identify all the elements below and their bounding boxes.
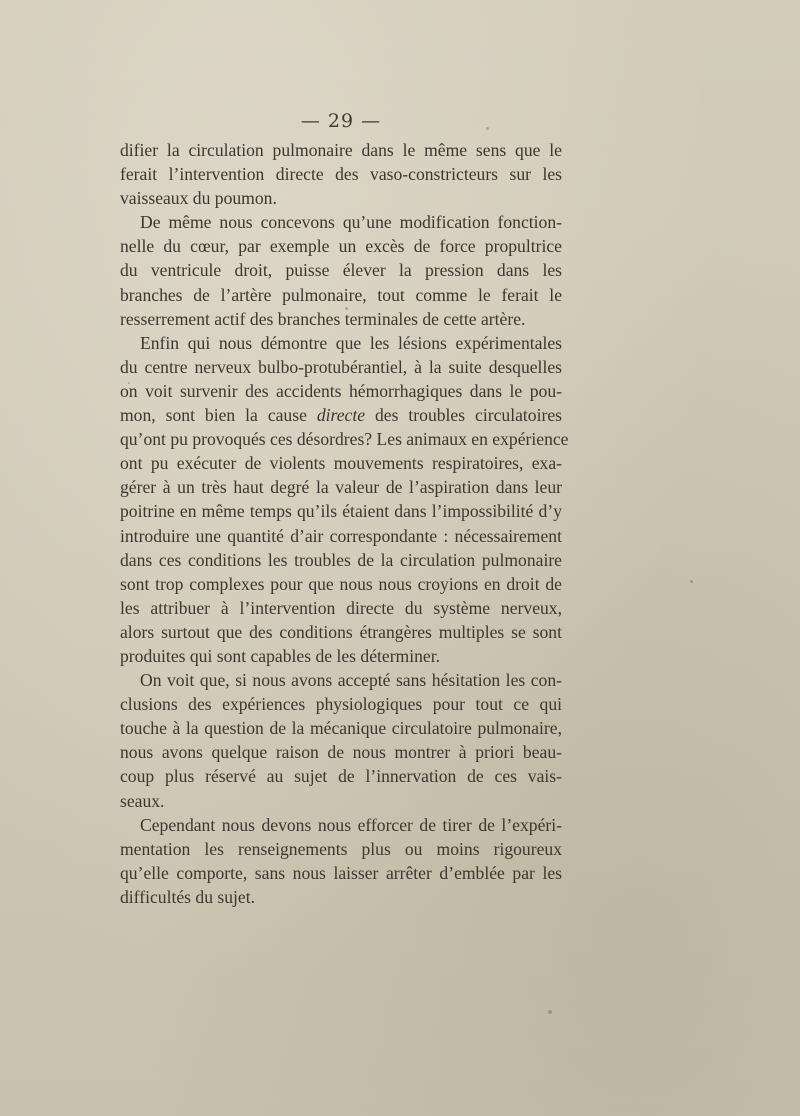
text-line: nous avons quelque raison de nous montrer à priori beau-: [120, 742, 562, 763]
text-line: nelle du cœur, par exemple un excès de force propultrice: [120, 236, 562, 257]
text-line: seaux.: [120, 790, 165, 811]
text-line: du ventricule droit, puisse élever la pression dans les: [120, 260, 562, 281]
text-line: ont pu exécuter de violents mouvements respiratoires, exa-: [120, 453, 562, 474]
text-line: gérer à un très haut degré la valeur de l’aspiration dans leur: [120, 477, 562, 498]
text-line: du centre nerveux bulbo-protubérantiel, à la suite desquelles: [120, 356, 562, 377]
text-line: vaisseaux du poumon.: [120, 188, 277, 209]
paragraph-2: [120, 210, 562, 330]
page-number: — 29 —: [300, 110, 382, 132]
text-line: resserrement actif des branches terminales de cette artère.: [120, 308, 526, 329]
text-line: qu’elle comporte, sans nous laisser arrêter d’emblée par les: [120, 862, 562, 883]
text-line: dans ces conditions les troubles de la circulation pulmonaire: [120, 549, 562, 570]
text-line: poitrine en même temps qu’ils étaient dans l’impossibilité d’y: [120, 501, 562, 522]
text-line: alors surtout que des conditions étrangères multiples se sont: [120, 621, 562, 642]
text-line: les attribuer à l’intervention directe du système nerveux,: [120, 597, 562, 618]
text-line: Cependant nous devons nous efforcer de tirer de l’expéri-: [140, 814, 562, 835]
text-line: mon, sont bien la cause directe des troubles circulatoires: [120, 405, 562, 426]
text-line: On voit que, si nous avons accepté sans hésitation les con-: [140, 670, 562, 691]
text-line: difficultés du sujet.: [120, 886, 256, 907]
text-line: clusions des expériences physiologiques pour tout ce qui: [120, 694, 562, 715]
text-line: produites qui sont capables de les déterminer.: [120, 645, 441, 666]
paragraph-1: [120, 138, 562, 210]
text-line: on voit survenir des accidents hémorrhagiques dans le pou-: [120, 380, 562, 401]
text-line: qu’ont pu provoqués ces désordres? Les animaux en expérience: [120, 429, 569, 450]
body-text: [120, 138, 569, 909]
text-line: touche à la question de la mécanique circulatoire pulmonaire,: [120, 718, 562, 739]
paper-speck: [345, 307, 348, 310]
paper-speck: [690, 580, 693, 583]
text-line: Enfin qui nous démontre que les lésions expérimentales: [140, 332, 562, 353]
text-line: sont trop complexes pour que nous nous croyions en droit de: [120, 573, 562, 594]
text-line: introduire une quantité d’air correspondante : nécessairement: [120, 525, 562, 546]
text-line: branches de l’artère pulmonaire, tout comme le ferait le: [120, 284, 562, 305]
text-line: ferait l’intervention directe des vaso-constricteurs sur les: [120, 164, 562, 185]
text-line: De même nous concevons qu’une modification fonction-: [140, 212, 562, 233]
paragraph-3: [120, 331, 569, 668]
text-line: coup plus réservé au sujet de l’innervation de ces vais-: [120, 766, 562, 787]
paper-speck: [548, 1010, 552, 1014]
text-line: difier la circulation pulmonaire dans le même sens que le: [120, 140, 562, 160]
italic-word: directe: [316, 405, 366, 426]
paragraph-4: [120, 668, 562, 813]
paragraph-5: [120, 813, 562, 909]
paper-speck: [128, 382, 130, 384]
paper-speck: [486, 127, 489, 130]
text-line: mentation les renseignements plus ou moins rigoureux: [120, 838, 562, 859]
